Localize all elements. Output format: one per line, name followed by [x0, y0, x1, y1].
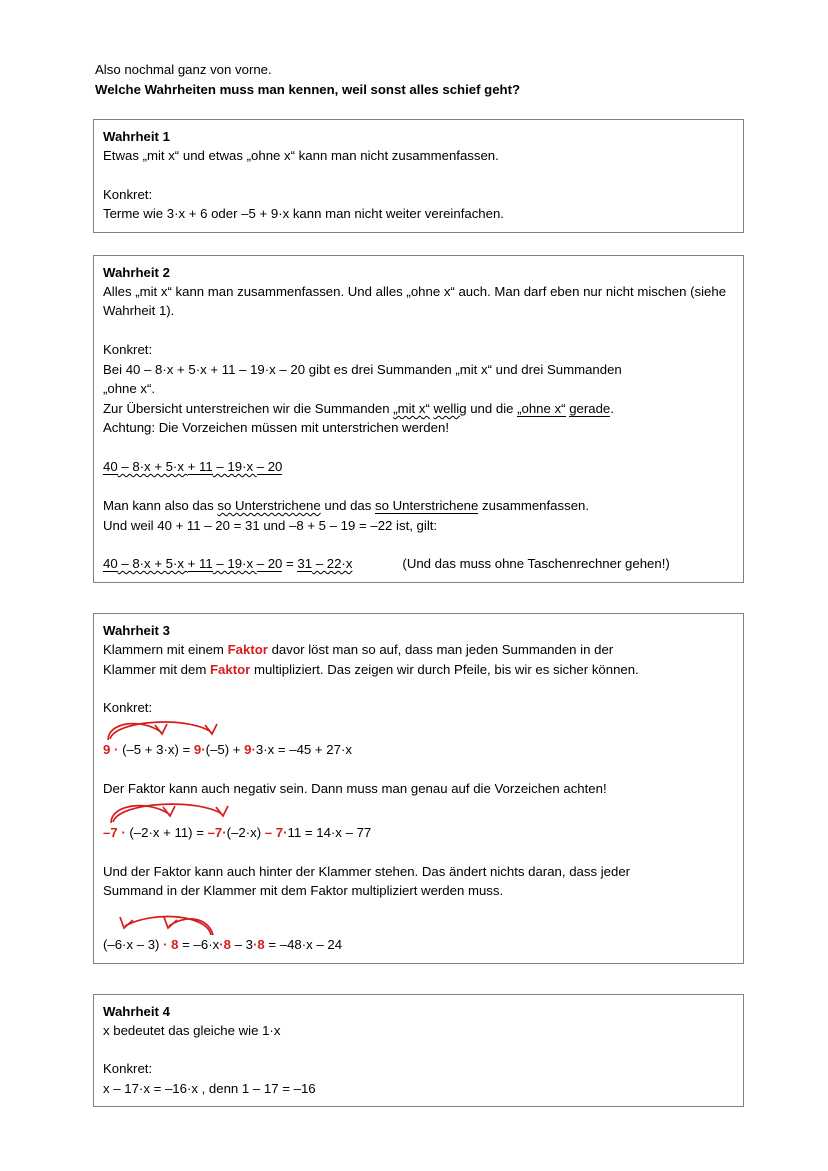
wahrheit-3-equation-b — [103, 823, 734, 843]
eqb-factor-2: –7 — [207, 824, 223, 840]
eqb-dot-3: · — [283, 824, 288, 840]
eq2-term-31: 31 — [297, 556, 313, 572]
spacer — [103, 321, 734, 340]
eqa-factor-1: 9 — [103, 741, 111, 757]
spacer — [95, 964, 740, 994]
mankann-straight-unterstrichene: so Unterstrichene — [375, 497, 479, 513]
wahrheit-2-equation-2 — [103, 554, 352, 574]
eqa-dot-3: · — [251, 741, 256, 757]
eqa-rest-3: 3·x = –45 + 27·x — [255, 741, 352, 757]
spacer — [95, 583, 740, 613]
eqc-factor-1: 8 — [171, 936, 179, 952]
wahrheit-2-statement: Alles „mit x“ kann man zusammenfassen. Und alles „ohne x“ auch. Man darf eben nur nicht mischen (siehe Wahrheit 1). — [103, 283, 727, 319]
wahrheit-2-bei-line-a: Bei 40 – 8·x + 5·x + 11 – 19·x – 20 gibt es drei Summanden „mit x“ und drei Summanden — [103, 361, 622, 377]
spacer — [103, 535, 734, 554]
wahrheit-2-mankann-line — [103, 496, 734, 516]
eq2-term-minus8x-plus5x: – 8·x + 5·x — [117, 556, 188, 572]
uebersicht-text-pre: Zur Übersicht unterstreichen wir die Summanden — [103, 400, 394, 416]
eqa-dot-2: · — [201, 741, 206, 757]
eqa-dot-1: · — [110, 741, 123, 757]
stmt-a-mid: davor löst man so auf, dass man jeden Summanden in der — [267, 642, 614, 658]
eqc-factor-3: 8 — [257, 936, 265, 952]
wahrheit-2-uebersicht-line — [103, 399, 734, 419]
wahrheit-2-equation-1 — [103, 457, 734, 477]
eqb-dot-2: · — [222, 824, 227, 840]
intro-line-1: Also nochmal ganz von vorne. — [95, 62, 272, 77]
eq2-equals: = — [282, 556, 298, 572]
mankann-text-end: zusammenfassen. — [478, 497, 590, 513]
wahrheit-1-statement: Etwas „mit x“ und etwas „ohne x“ kann man nicht zusammenfassen. — [103, 148, 499, 163]
wahrheit-3-end-text-b: Summand in der Klammer mit dem Faktor multipliziert werden muss. — [103, 883, 504, 899]
eq2-term-minus20: – 20 — [256, 556, 283, 572]
spacer — [103, 166, 734, 185]
wahrheit-3-statement-b — [103, 660, 734, 680]
eq1-term-40: 40 — [103, 458, 118, 474]
wahrheit-3-equation-b-wrap — [103, 799, 734, 843]
intro-line-2: Welche Wahrheiten muss man kennen, weil sonst alles schief geht? — [95, 82, 521, 97]
mankann-wavy-unterstrichene: so Unterstrichene — [217, 497, 321, 513]
eqb-factor-1: –7 — [103, 824, 118, 840]
wahrheit-3-mid-text: Der Faktor kann auch negativ sein. Dann muss man genau auf die Vorzeichen achten! — [103, 780, 607, 796]
eq1-term-minus19x: – 19·x — [212, 458, 257, 474]
spacer — [103, 477, 734, 496]
wahrheit-1-konkret-line: Terme wie 3·x + 6 oder –5 + 9·x kann man nicht weiter vereinfachen. — [103, 206, 504, 222]
eq2-term-plus11: + 11 — [187, 556, 213, 572]
spacer — [103, 679, 734, 698]
stmt-a-faktor: Faktor — [227, 642, 268, 658]
eqa-factor-2: 9 — [193, 741, 202, 757]
wahrheit-1-title: Wahrheit 1 — [103, 129, 170, 144]
wahrheit-1-box — [93, 119, 744, 233]
eqb-rest-2: (–2·x) — [226, 824, 265, 840]
eqc-mid-1: = –6·x — [178, 936, 220, 952]
wahrheit-4-title: Wahrheit 4 — [103, 1003, 170, 1019]
wahrheit-3-box — [93, 613, 744, 964]
uebersicht-text-mid: und die — [466, 400, 518, 416]
wahrheit-2-bei-line-b: „ohne x“. — [103, 381, 156, 397]
wahrheit-1-konkret-label: Konkret: — [103, 186, 153, 202]
eqa-rest-1: (–5 + 3·x) = — [122, 741, 194, 757]
eqc-dot-1: · — [159, 936, 172, 952]
wahrheit-3-end-text-a: Und der Faktor kann auch hinter der Klammer stehen. Das ändert nichts daran, dass jeder — [103, 863, 631, 879]
spacer — [103, 438, 734, 457]
eqc-dot-2: · — [219, 936, 224, 952]
wahrheit-3-equation-a — [103, 740, 734, 760]
eqb-rest-1: (–2·x + 11) = — [129, 824, 208, 840]
wahrheit-2-undweil-line: Und weil 40 + 11 – 20 = 31 und –8 + 5 – 19 = –22 ist, gilt: — [103, 517, 438, 533]
wahrheit-2-achtung-line: Achtung: Die Vorzeichen müssen mit unterstrichen werden! — [103, 420, 449, 436]
wahrheit-3-equation-c-wrap — [103, 911, 734, 955]
wahrheit-4-statement: x bedeutet das gleiche wie 1·x — [103, 1022, 281, 1038]
spacer — [103, 901, 734, 911]
eqa-rest-2: (–5) + — [205, 741, 245, 757]
eqc-mid-2: – 3 — [230, 936, 253, 952]
mankann-text-pre: Man kann also das — [103, 497, 218, 513]
stmt-b-pre: Klammer mit dem — [103, 661, 210, 677]
spacer — [95, 233, 740, 255]
stmt-b-faktor: Faktor — [209, 661, 251, 677]
wahrheit-2-konkret-label: Konkret: — [103, 341, 153, 357]
wahrheit-4-konkret-label: Konkret: — [103, 1061, 153, 1077]
wahrheit-3-statement-a — [103, 640, 734, 660]
stmt-a-pre: Klammern mit einem — [103, 642, 228, 658]
eqc-end: = –48·x – 24 — [264, 936, 343, 952]
uebersicht-text-end: . — [610, 400, 614, 416]
eqc-dot-3: · — [252, 936, 258, 952]
spacer — [103, 843, 734, 862]
eqc-pre: (–6·x – 3) — [103, 936, 160, 952]
mankann-text-mid: und das — [320, 497, 375, 513]
wahrheit-3-equation-a-wrap — [103, 718, 734, 760]
eq2-term-40: 40 — [103, 556, 118, 572]
wahrheit-3-equation-c — [103, 935, 734, 955]
wahrheit-2-note: (Und das muss ohne Taschenrechner gehen!) — [402, 556, 670, 572]
eq2-term-minus22x: – 22·x — [312, 556, 353, 572]
stmt-b-end: multipliziert. Das zeigen wir durch Pfeile, bis wir es sicher können. — [250, 661, 639, 677]
wahrheit-3-title: Wahrheit 3 — [103, 623, 170, 639]
eqb-factor-3: – 7 — [264, 824, 284, 840]
wahrheit-2-box — [93, 255, 744, 583]
eqc-factor-2: 8 — [223, 936, 231, 952]
spacer — [103, 1040, 734, 1059]
wahrheit-3-konkret-label: Konkret: — [103, 700, 153, 716]
eq2-term-minus19x: – 19·x — [212, 556, 257, 572]
eq1-term-plus11: + 11 — [187, 458, 213, 474]
eq1-term-minus8x-plus5x: – 8·x + 5·x — [117, 458, 188, 474]
eq1-term-minus20: – 20 — [256, 458, 283, 474]
uebersicht-wavy-mitx: „mit x“ — [393, 400, 430, 416]
wahrheit-4-konkret-line: x – 17·x = –16·x , denn 1 – 17 = –16 — [103, 1080, 316, 1096]
document-content — [95, 60, 740, 1107]
wahrheit-2-equation-2-row — [103, 554, 734, 574]
eqb-rest-3: 11 = 14·x – 77 — [287, 824, 372, 840]
eqb-dot-1: · — [117, 824, 130, 840]
wahrheit-2-title: Wahrheit 2 — [103, 264, 170, 280]
uebersicht-straight-gerade: gerade — [569, 400, 611, 416]
wahrheit-4-box — [93, 994, 744, 1108]
uebersicht-wavy-wellig: wellig — [433, 400, 467, 416]
eqa-factor-3: 9 — [244, 741, 252, 757]
uebersicht-straight-ohnex: „ohne x“ — [517, 400, 566, 416]
spacer — [103, 760, 734, 779]
